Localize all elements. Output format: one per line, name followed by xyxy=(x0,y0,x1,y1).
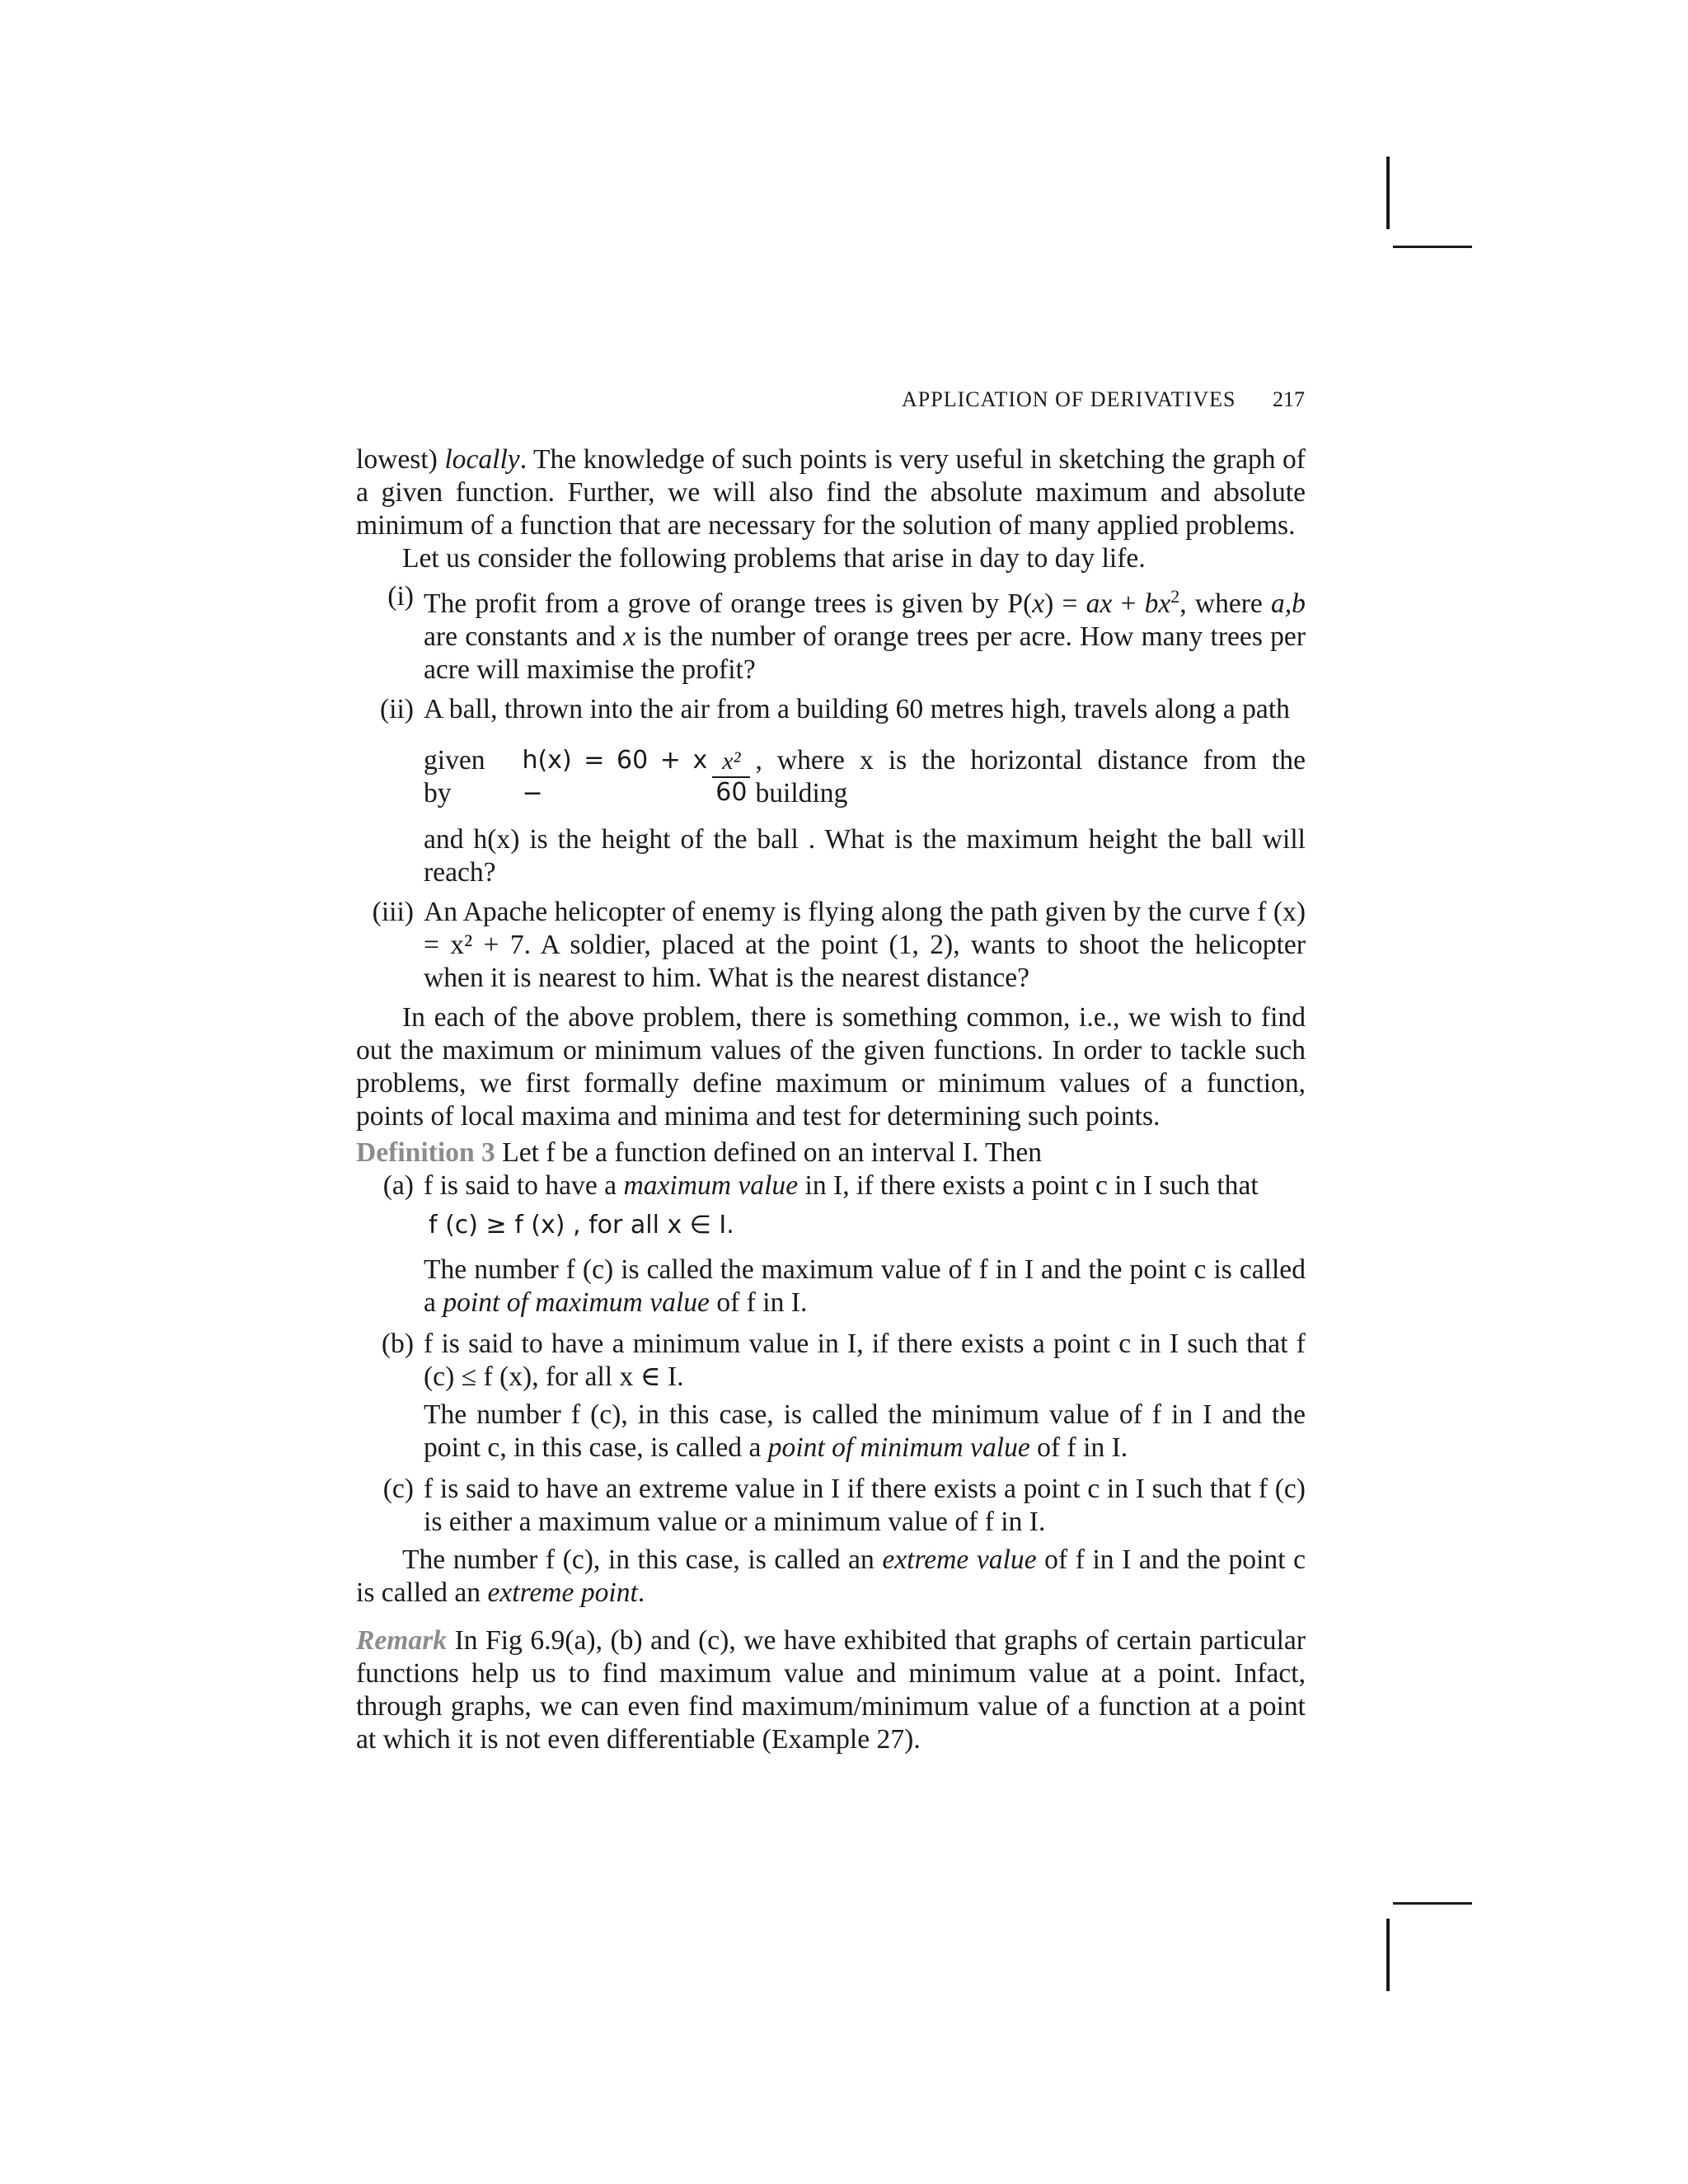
definition-lead: Definition 3 Let f be a function defined on an interval I. Then xyxy=(356,1137,1043,1169)
problem-iii-mark: (iii) xyxy=(372,897,414,928)
common-paragraph: In each of the above problem, there is something common, i.e., we wish to find out the maximum or minimum values of the given functions. In order to tackle such problems, we first formally define maximum or minimum values of a function, points of local maxima and minima and test for determining such points. xyxy=(356,1002,1306,1132)
definition-a: (a) f is said to have a maximum value in I, if there exists a point c in I such that f (c) ≥ f (x) , for all x ∈ I. The number f (c) is called the maximum value of f in I and the point c is called a point of maximum value of f in I. xyxy=(382,1170,1306,1319)
problem-iii: (iii) An Apache helicopter of enemy is flying along the path given by the curve f (x) = x² + 7. A soldier, placed at the point (1, 2), wants to shoot the helicopter when it is nearest to him. What is the nearest distance? xyxy=(356,896,1306,995)
crop-mark-top-vertical xyxy=(1386,157,1390,229)
remark-paragraph: Remark In Fig 6.9(a), (b) and (c), we have exhibited that graphs of certain particular functions help us to find maximum value and minimum value at a point. Infact, through graphs, we can even find maximum/minimum value of a function at a point at which it is not even differentiable (Example 27). xyxy=(356,1625,1306,1755)
problem-ii: (ii) A ball, thrown into the air from a building 60 metres high, travels along a path given by h(x) = 60 + x − $\frac{\text{x²}}{60}$ , where x is the horizontal distance from the building and h(x) is the height of the ball . What is the maximum height the ball will reach? xyxy=(356,693,1306,889)
remark-label: Remark xyxy=(356,1625,448,1657)
fraction: $\frac{\text{x²}}{60}$ xyxy=(712,747,750,808)
problem-ii-mark: (ii) xyxy=(379,694,414,725)
crop-mark-top-horizontal xyxy=(1393,246,1472,248)
page-body xyxy=(356,443,1306,1756)
running-title: APPLICATION OF DERIVATIVES xyxy=(902,387,1236,411)
problem-i: (i) The profit from a grove of orange trees is given by P(x) = ax + $bx^2$, where a,b are constants and x is the number of orange trees per acre. How many trees per acre will maximise the profit? xyxy=(356,580,1306,687)
max-inequality: f (c) ≥ f (x) , for all x ∈ I. xyxy=(429,1211,734,1240)
crop-mark-bottom-vertical xyxy=(1386,1919,1390,1991)
definition-label: Definition 3 xyxy=(356,1137,495,1169)
problem-i-mark: (i) xyxy=(387,581,414,612)
intro-paragraph: lowest) locally. The knowledge of such points is very useful in sketching the graph of a given function. Further, we will also find the absolute maximum and absolute minimum of a function that are necessary for the solution of many applied problems. xyxy=(356,444,1306,541)
extreme-paragraph: The number f (c), in this case, is called an extreme value of f in I and the point c is called an extreme point. xyxy=(356,1544,1306,1609)
definition-b: (b) f is said to have a minimum value in I, if there exists a point c in I such that f (c) ≤ f (x), for all x ∈ I. The number f (c), in this case, is called the minimum value of f in I and the point c, in this case, is called a point of minimum value of f in I. xyxy=(381,1329,1306,1464)
intro-lead: Let us consider the following problems that arise in day to day life. xyxy=(402,543,1146,574)
height-equation: given by h(x) = 60 + x − $\frac{\text{x²}}{60}$ , where x is the horizontal distance from the building xyxy=(424,745,1306,809)
crop-mark-bottom-horizontal xyxy=(1393,1902,1472,1905)
definition-c: (c) f is said to have an extreme value in I if there exists a point c in I such that f (c) is either a maximum value or a minimum value of f in I. xyxy=(382,1474,1306,1538)
page-number: 217 xyxy=(1273,387,1305,411)
